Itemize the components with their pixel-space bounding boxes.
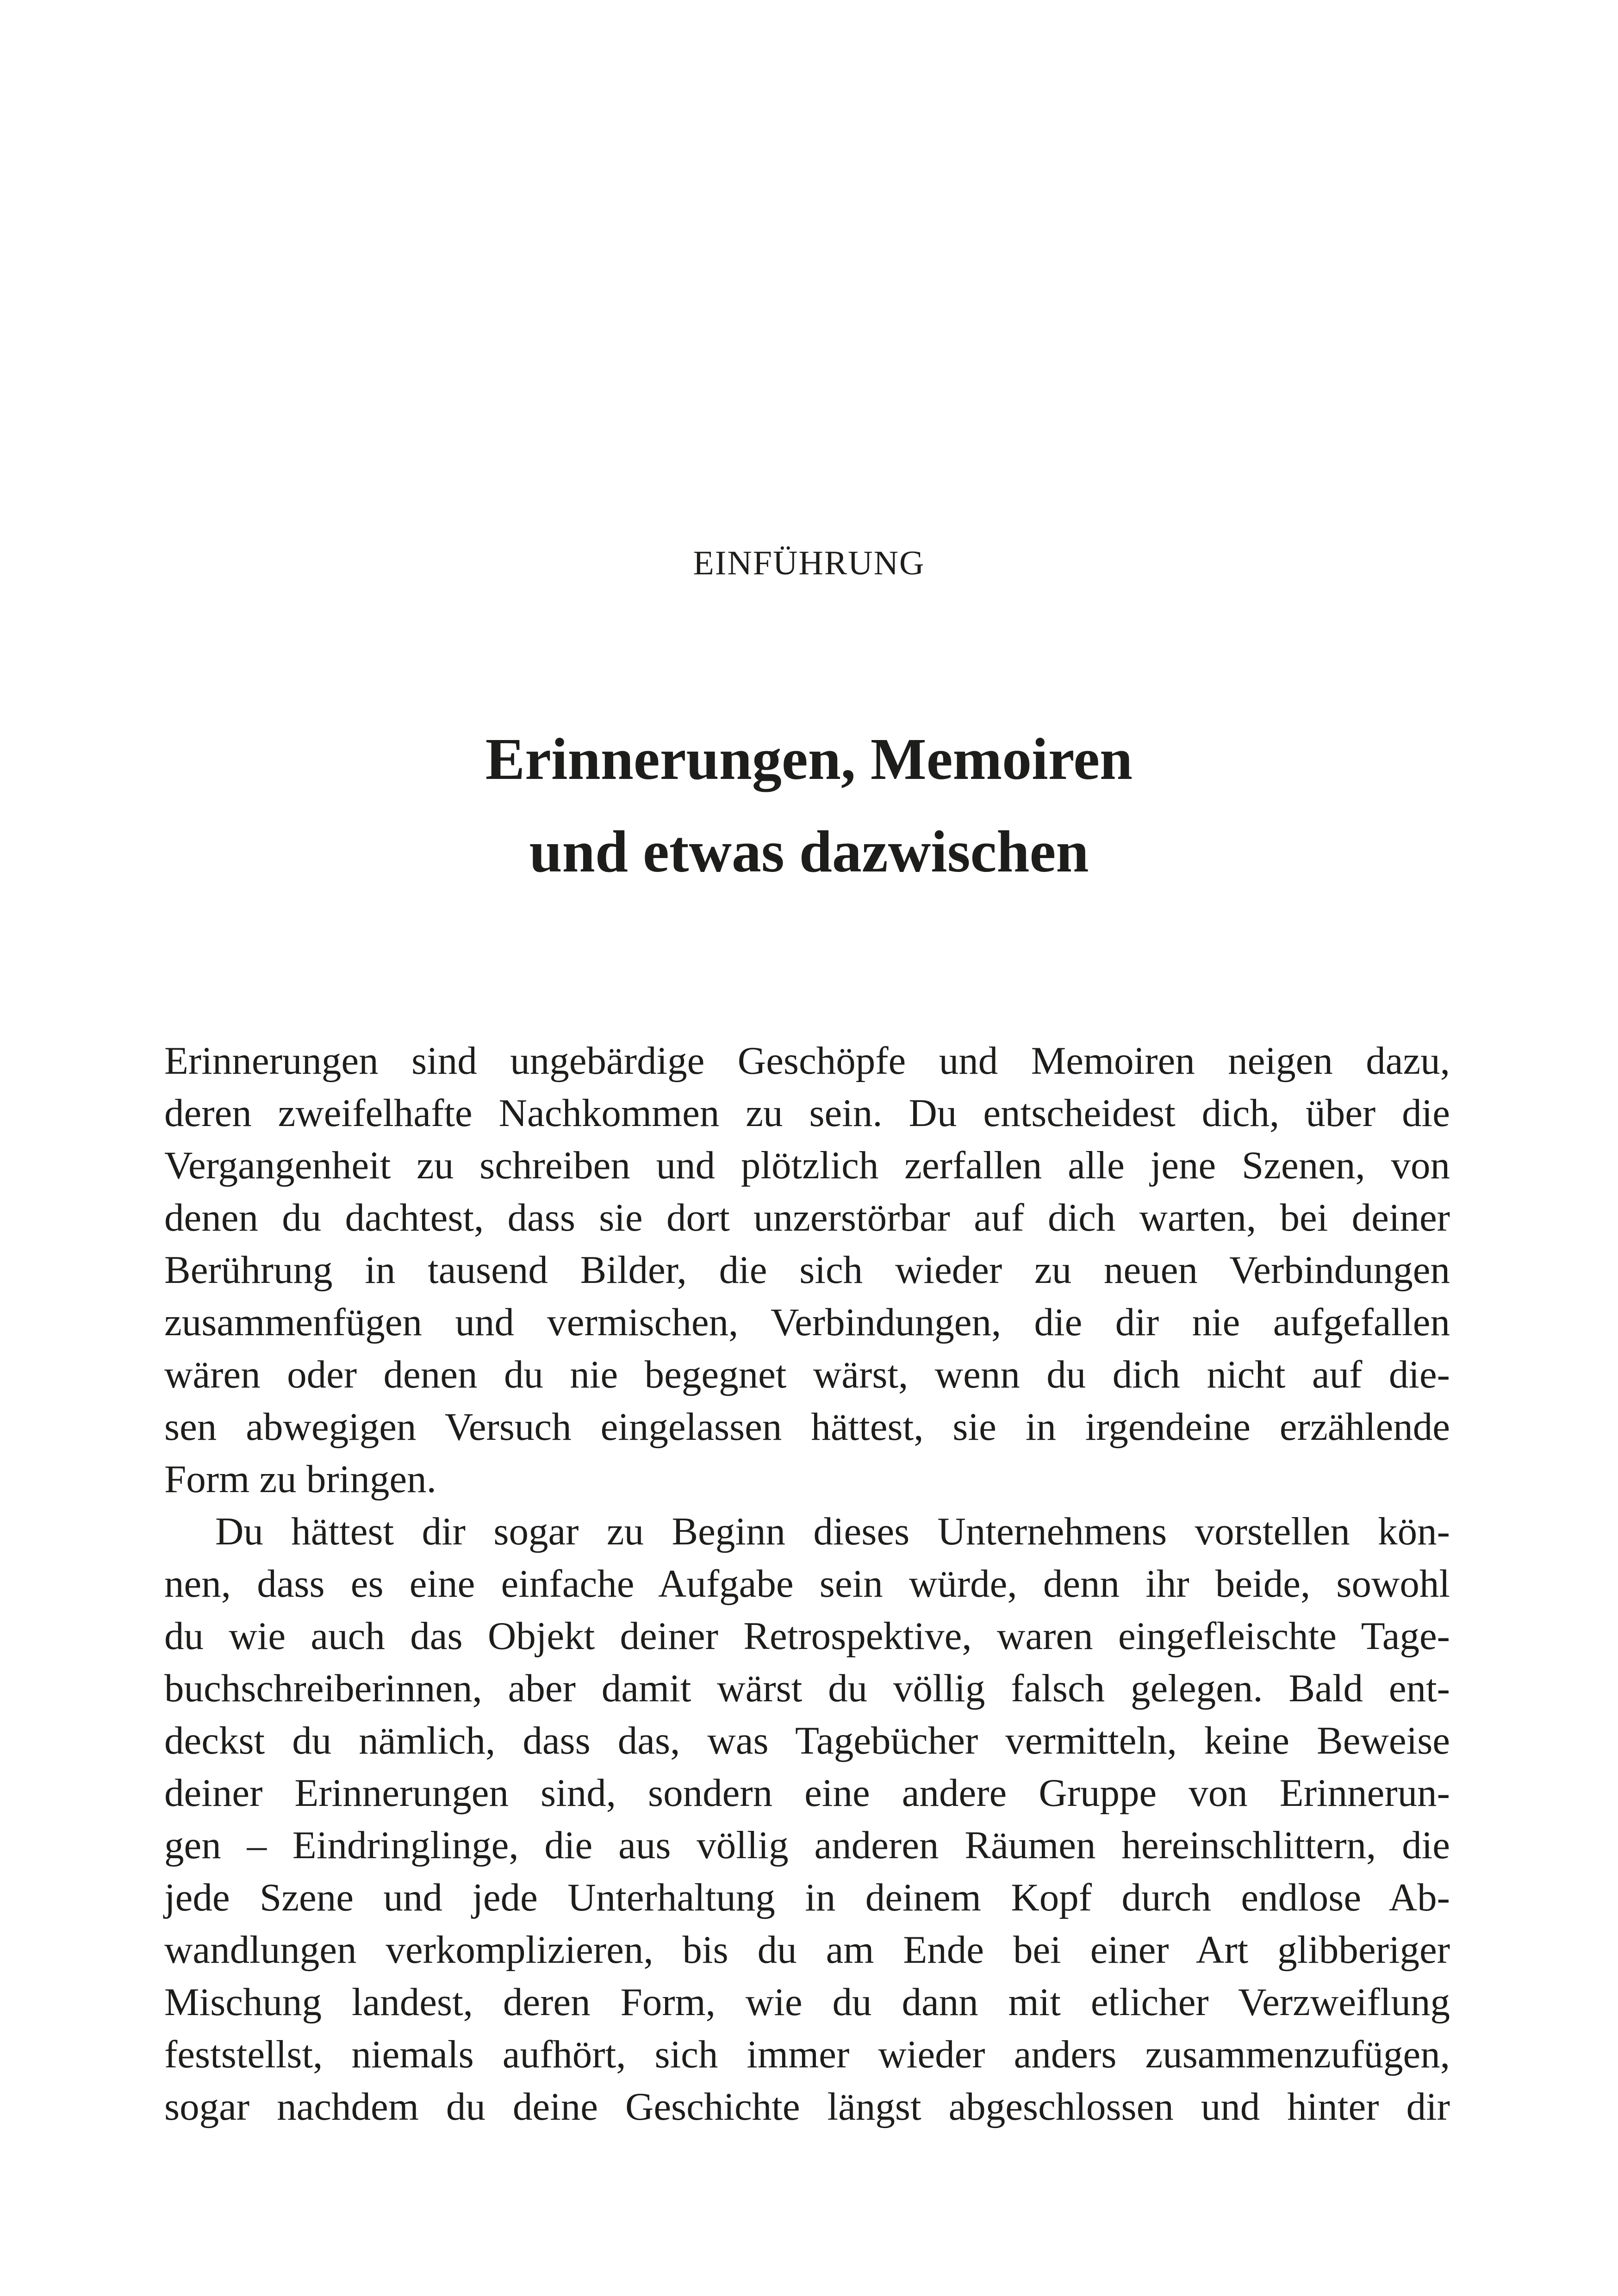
text-line: sogar nachdem du deine Geschichte längst abgeschlossen und hinter dir [164, 2085, 1450, 2128]
text-line: Erinnerungen sind ungebärdige Geschöpfe und Memoiren neigen dazu, [164, 1039, 1450, 1083]
text-line: deckst du nämlich, dass das, was Tagebücher vermitteln, keine Beweise [164, 1719, 1450, 1762]
text-line: zusammenfügen und vermischen, Verbindungen, die dir nie aufgefallen [164, 1300, 1450, 1344]
text-line: Berührung in tausend Bilder, die sich wieder zu neuen Verbindungen [164, 1248, 1450, 1292]
chapter-title [0, 713, 1618, 898]
text-line: Form zu bringen. [164, 1457, 436, 1501]
paragraph-1 [164, 1035, 1450, 1506]
text-line: wandlungen verkomplizieren, bis du am Ende bei einer Art glibberiger [164, 1928, 1450, 1972]
text-line: wären oder denen du nie begegnet wärst, wenn du dich nicht auf die- [164, 1353, 1450, 1396]
text-line: Du hättest dir sogar zu Beginn dieses Unternehmens vorstellen kön- [215, 1510, 1450, 1553]
text-line: gen – Eindringlinge, die aus völlig anderen Räumen hereinschlittern, die [164, 1823, 1450, 1867]
text-line: sen abwegigen Versuch eingelassen hättest, sie in irgendeine erzählende [164, 1405, 1450, 1449]
text-line: Vergangenheit zu schreiben und plötzlich zerfallen alle jene Szenen, von [164, 1144, 1450, 1187]
text-line: buchschreiberinnen, aber damit wärst du völlig falsch gelegen. Bald ent- [164, 1667, 1450, 1710]
text-line: Mischung landest, deren Form, wie du dann mit etlicher Verzweiflung [164, 1980, 1450, 2024]
section-label: EINFÜHRUNG [693, 544, 925, 582]
text-line: deiner Erinnerungen sind, sondern eine andere Gruppe von Erinnerun- [164, 1771, 1450, 1815]
text-line: feststellst, niemals aufhört, sich immer wieder anders zusammenzufügen, [164, 2033, 1450, 2076]
text-line: jede Szene und jede Unterhaltung in deinem Kopf durch endlose Ab- [164, 1876, 1450, 1919]
body-text [164, 1035, 1450, 2133]
text-line: du wie auch das Objekt deiner Retrospektive, waren eingefleischte Tage- [164, 1614, 1450, 1658]
text-line: deren zweifelhafte Nachkommen zu sein. Du entscheidest dich, über die [164, 1091, 1450, 1135]
chapter-title-line-1: Erinnerungen, Memoiren [485, 726, 1133, 792]
chapter-title-line-2: und etwas dazwischen [529, 819, 1089, 884]
paragraph-2 [164, 1506, 1450, 2133]
text-line: denen du dachtest, dass sie dort unzerstörbar auf dich warten, bei deiner [164, 1196, 1450, 1239]
text-line: nen, dass es eine einfache Aufgabe sein würde, denn ihr beide, sowohl [164, 1562, 1450, 1605]
